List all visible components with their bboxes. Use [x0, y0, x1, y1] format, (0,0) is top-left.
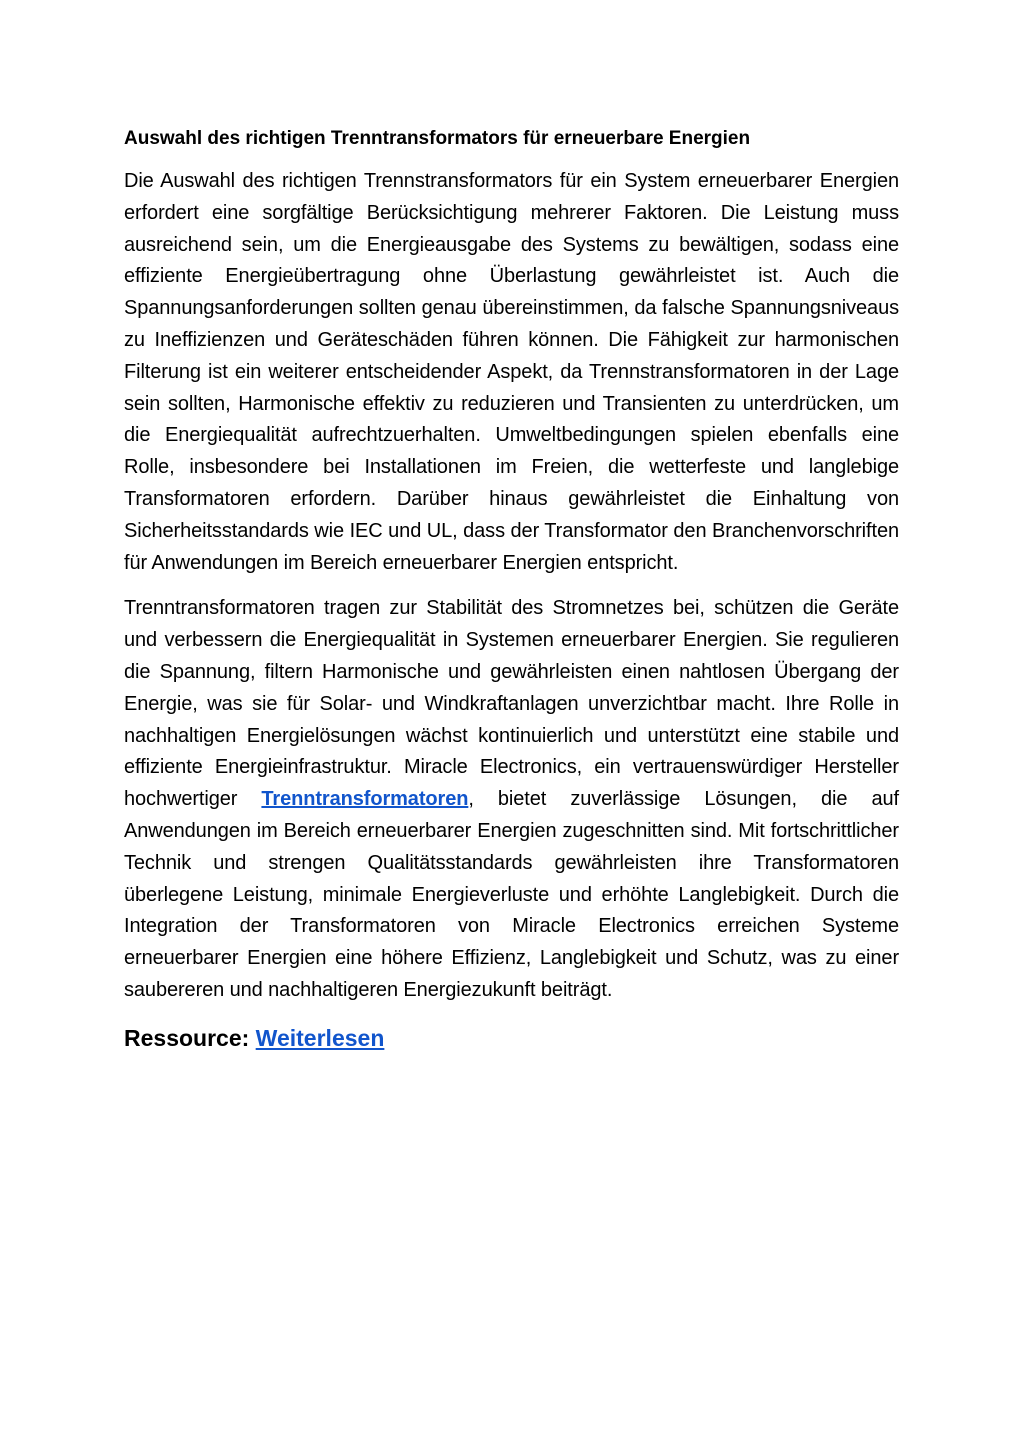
- document-heading: Auswahl des richtigen Trenntransformators für erneuerbare Energien: [124, 128, 751, 149]
- resource-label: Ressource:: [124, 1024, 256, 1051]
- paragraph-2: [124, 593, 899, 1006]
- paragraph-1: Die Auswahl des richtigen Trennstransformators für ein System erneuerbarer Energien erfordert eine sorgfältige Berücksichtigung mehrerer Faktoren. Die Leistung muss ausreichend sein, um die Energieausgabe des Systems zu bewältigen, sodass eine effiziente Energieübertragung ohne Überlastung gewährleistet ist. Auch die Spannungsanforderungen sollten genau übereinstimmen, da falsche Spannungsniveaus zu Ineffizienzen und Geräteschäden führen können. Die Fähigkeit zur harmonischen Filterung ist ein weiterer entscheidender Aspekt, da Trennstransformatoren in der Lage sein sollten, Harmonische effektiv zu reduzieren und Transienten zu unterdrücken, um die Energiequalität aufrechtzuerhalten. Umweltbedingungen spielen ebenfalls eine Rolle, insbesondere bei Installationen im Freien, die wetterfeste und langlebige Transformatoren erfordern. Darüber hinaus gewährleistet die Einhaltung von Sicherheitsstandards wie IEC und UL, dass der Transformator den Branchenvorschriften für Anwendungen im Bereich erneuerbarer Energien entspricht.: [124, 170, 899, 574]
- paragraph-2-text-end: , bietet zuverlässige Lösungen, die auf Anwendungen im Bereich erneuerbarer Energien zugeschnitten sind. Mit fortschrittlicher Technik und strengen Qualitätsstandards gewährleisten ihre Transformatoren überlegene Leistung, minimale Energieverluste und erhöhte Langlebigkeit. Durch die Integration der Transformatoren von Miracle Electronics erreichen Systeme erneuerbarer Energien eine höhere Effizienz, Langlebigkeit und Schutz, was zu einer saubereren und nachhaltigeren Energiezukunft beiträgt.: [124, 788, 899, 1001]
- trenntransformatoren-link[interactable]: Trenntransformatoren: [261, 788, 469, 811]
- paragraph-2-text-start: Trenntransformatoren tragen zur Stabilität des Stromnetzes bei, schützen die Geräte und verbessern die Energiequalität in Systemen erneuerbarer Energien. Sie regulieren die Spannung, filtern Harmonische und gewährleisten einen nahtlosen Übergang der Energie, was sie für Solar- und Windkraftanlagen unverzichtbar macht. Ihre Rolle in nachhaltigen Energielösungen wächst kontinuierlich und unterstützt eine stabile und effiziente Energieinfrastruktur. Miracle Electronics, ein vertrauenswürdiger Hersteller hochwertiger: [124, 597, 899, 811]
- resource-line: [124, 1021, 899, 1055]
- weiterlesen-link[interactable]: Weiterlesen: [255, 1024, 385, 1051]
- document-page: [124, 124, 899, 1055]
